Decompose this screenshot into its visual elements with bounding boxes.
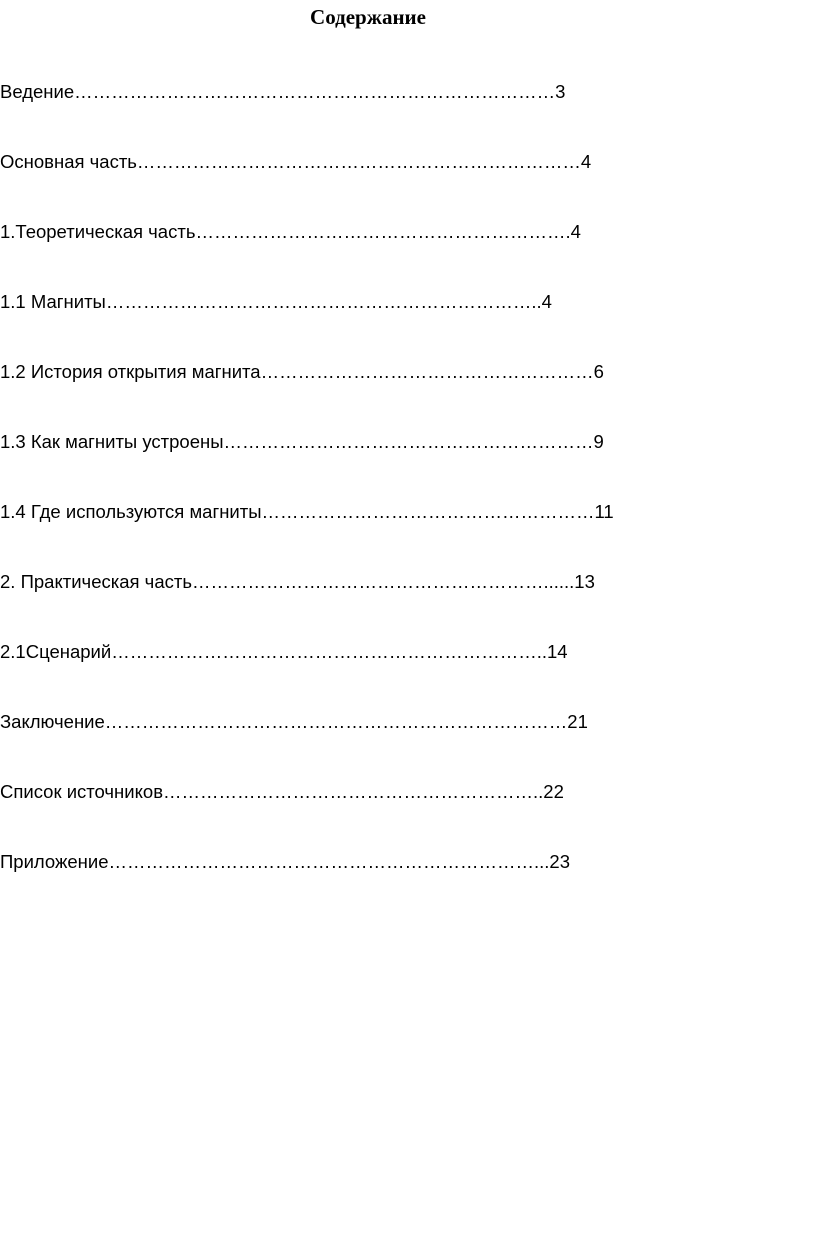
page-title: Содержание — [310, 5, 426, 29]
toc-entry-introduction: Ведение……………………………………………………………………3 — [0, 81, 566, 102]
toc-entry-structure: 1.3 Как магниты устроены……………………………………………………9 — [0, 431, 604, 452]
toc-entry-main-part: Основная часть………………………………………………………………4 — [0, 151, 592, 172]
table-of-contents — [0, 78, 816, 918]
toc-entry-sources: Список источников……………………………………………………..22 — [0, 781, 564, 802]
toc-entry-usage: 1.4 Где используются магниты………………………………………………11 — [0, 501, 614, 522]
toc-entry-theoretical-part: 1.Теоретическая часть…………………………………………………….4 — [0, 221, 581, 242]
toc-entry-practical-part: 2. Практическая часть…………………………………………………......13 — [0, 571, 595, 592]
toc-entry-magnets: 1.1 Магниты……………………………………………………………..4 — [0, 291, 552, 312]
toc-entry-history: 1.2 История открытия магнита………………………………………………6 — [0, 361, 604, 382]
toc-entry-appendix: Приложение……………………………………………………………...23 — [0, 851, 571, 872]
toc-entry-scenario: 2.1Сценарий……………………………………………………………..14 — [0, 641, 568, 662]
toc-entry-conclusion: Заключение…………………………………………………………………21 — [0, 711, 588, 732]
